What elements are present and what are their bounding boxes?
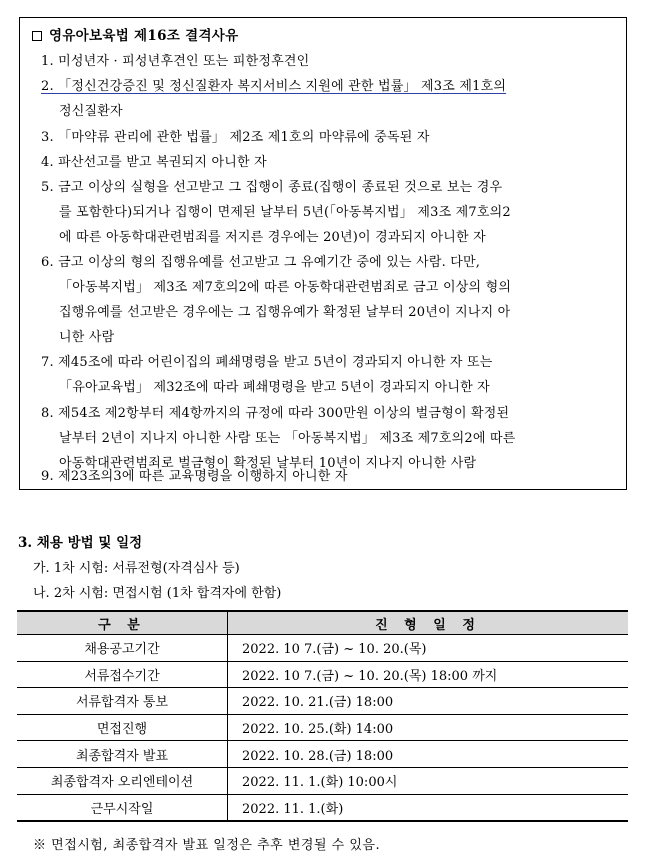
row-value: 2022. 10. 21.(금) 18:00 (228, 688, 629, 715)
item-2: 2. 「정신건강증진 및 정신질환자 복지서비스 지원에 관한 법률」 제3조 제1호의 (41, 79, 507, 94)
row-value: 2022. 11. 1.(화) (228, 794, 629, 821)
table-header-row (17, 611, 628, 635)
item-6: 6. 금고 이상의 형의 집행유예를 선고받고 그 유예기간 중에 있는 사람. 다만, (41, 255, 481, 270)
row-label: 면접진행 (17, 714, 228, 741)
row-label: 채용공고기간 (17, 635, 228, 662)
table-row (17, 741, 628, 768)
row-value: 2022. 10. 25.(화) 14:00 (228, 714, 629, 741)
item-4: 4. 파산선고를 받고 복권되지 아니한 자 (41, 155, 267, 170)
table-row (17, 714, 628, 741)
table-row (17, 767, 628, 794)
item-7: 7. 제45조에 따라 어린이집의 폐쇄명령을 받고 5년이 경과되지 아니한 자 또는 (41, 355, 493, 370)
item-3: 3. 「마약류 관리에 관한 법률」 제2조 제1호의 마약류에 중독된 자 (41, 130, 430, 145)
item-8-cont-2: 아동학대관련범죄로 벌금형이 확정된 날부터 10년이 지나지 아니한 사람 (59, 456, 477, 471)
table-row (17, 794, 628, 821)
disqualification-box (19, 17, 627, 490)
section-3-item-b: 나. 2차 시험: 면접시험 (1차 합격자에 한함) (33, 586, 282, 601)
row-label: 서류접수기간 (17, 661, 228, 688)
item-8: 8. 제54조 제2항부터 제4항까지의 규정에 따라 300만원 이상의 벌금형이 확정된 (41, 406, 510, 421)
row-value: 2022. 10 7.(금) ~ 10. 20.(목) (228, 635, 629, 662)
item-1: 1. 미성년자 · 피성년후견인 또는 피한정후견인 (41, 54, 310, 69)
row-label: 최종합격자 오리엔테이션 (17, 767, 228, 794)
item-6-cont-2: 집행유예를 선고받은 경우에는 그 집행유예가 확정된 날부터 20년이 지나지 아 (59, 305, 511, 320)
header-schedule: 진 형 일 정 (228, 611, 629, 635)
row-label: 서류합격자 통보 (17, 688, 228, 715)
row-value: 2022. 11. 1.(화) 10:00시 (228, 767, 629, 794)
item-6-cont-3: 니한 사람 (59, 330, 115, 345)
row-label: 최종합격자 발표 (17, 741, 228, 768)
item-8-cont-1: 날부터 2년이 지나지 아니한 사람 또는 「아동복지법」 제3조 제7호의2에 따른 (59, 431, 516, 446)
section-3-title: 3. 채용 방법 및 일정 (18, 535, 143, 551)
section-3-item-a: 가. 1차 시험: 서류전형(자격심사 등) (33, 561, 240, 576)
table-row (17, 661, 628, 688)
item-2-cont: 정신질환자 (59, 104, 123, 119)
schedule-table (17, 610, 628, 822)
table-row (17, 635, 628, 662)
row-label: 근무시작일 (17, 794, 228, 821)
header-category: 구 분 (17, 611, 228, 635)
box-title (32, 24, 238, 44)
item-9: 9. 제23조의3에 따른 교육명령을 이행하지 아니한 자 (41, 469, 348, 484)
box-title-text: 영유아보육법 제16조 결격사유 (49, 28, 239, 44)
row-value: 2022. 10 7.(금) ~ 10. 20.(목) 18:00 까지 (228, 661, 629, 688)
item-5-cont-2: 에 따른 아동학대관련범죄를 저지른 경우에는 20년)이 경과되지 아니한 자 (59, 230, 486, 245)
item-6-cont-1: 「아동복지법」 제3조 제7호의2에 따른 아동학대관련범죄로 금고 이상의 형의 (59, 280, 512, 295)
item-5: 5. 금고 이상의 실형을 선고받고 그 집행이 종료(집행이 종료된 것으로 보는 경우 (41, 180, 503, 195)
row-value: 2022. 10. 28.(금) 18:00 (228, 741, 629, 768)
item-7-cont: 「유아교육법」 제32조에 따라 폐쇄명령을 받고 5년이 경과되지 아니한 자 (59, 380, 490, 395)
schedule-note: ※ 면접시험, 최종합격자 발표 일정은 추후 변경될 수 있음. (33, 838, 381, 853)
checkbox-icon (32, 31, 42, 41)
item-5-cont-1: 를 포함한다)되거나 집행이 면제된 날부터 5년(「아동복지법」 제3조 제7호의2 (59, 205, 511, 220)
table-row (17, 688, 628, 715)
